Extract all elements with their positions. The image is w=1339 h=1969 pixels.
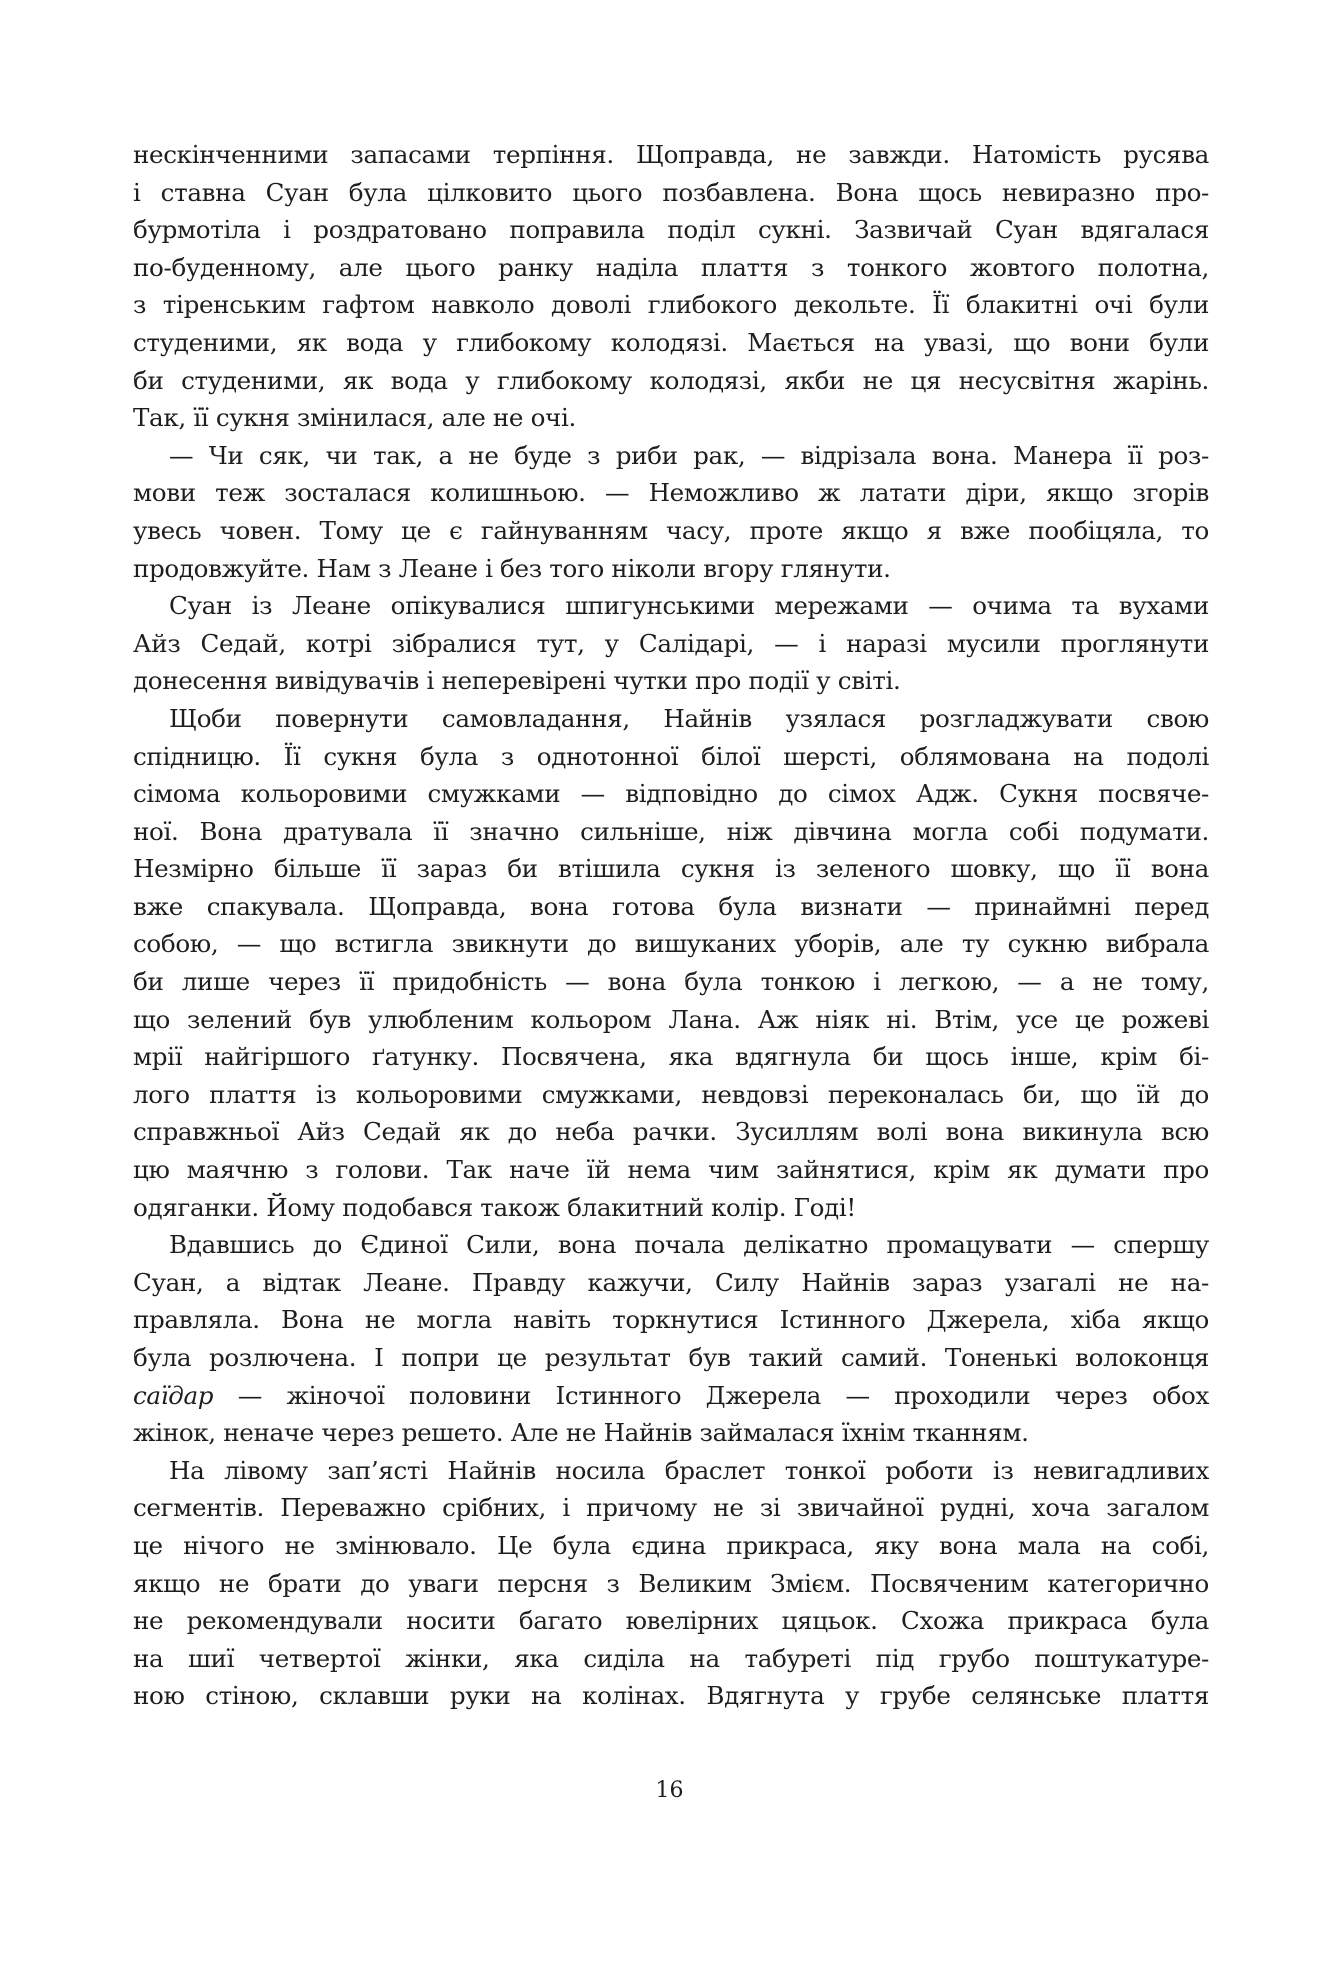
text-line: по-буденному, але цього ранку наділа плаття з тонкого жовтого полотна, — [133, 252, 1209, 282]
text-line: одяганки. Йому подобався також блакитний колір. Годі! — [133, 1192, 856, 1222]
text-line: лого плаття із кольоровими смужками, невдовзі переконалась би, що їй до — [133, 1079, 1209, 1109]
page-number: 16 — [655, 1778, 684, 1803]
paragraph — [133, 700, 1209, 1226]
text-line: якщо не брати до уваги персня з Великим Змієм. Посвяченим категорично — [133, 1568, 1209, 1598]
text-line: сегментів. Переважно срібних, і причому не зі звичайної рудні, хоча загалом — [133, 1493, 1209, 1523]
paragraph — [133, 587, 1209, 700]
paragraph — [133, 1226, 1209, 1452]
text-line: на шиї четвертої жінки, яка сиділа на табуреті під грубо поштукатуре- — [133, 1643, 1209, 1673]
text-line: сімома кольоровими смужками — відповідно до сімох Адж. Сукня посвяче- — [133, 779, 1209, 809]
text-line: Айз Седай, котрі зібралися тут, у Салідарі, — і наразі мусили проглянути — [133, 628, 1209, 658]
text-line: жінок, неначе через решето. Але не Найнів займалася їхнім тканням. — [133, 1418, 1029, 1448]
paragraph — [133, 437, 1209, 587]
text-line: Вдавшись до Єдиної Сили, вона почала делікатно промацувати — спершу — [169, 1230, 1209, 1260]
text-line: вже спакувала. Щоправда, вона готова була визнати — принаймні перед — [133, 891, 1209, 921]
text-line: увесь човен. Тому це є гайнуванням часу, проте якщо я вже пообіцяла, то — [133, 515, 1209, 545]
text-line: Щоби повернути самовладання, Найнів узялася розгладжувати свою — [169, 703, 1209, 733]
text-line: Суан, а відтак Леане. Правду кажучи, Силу Найнів зараз узагалі не на- — [133, 1267, 1209, 1297]
text-line: нескінченними запасами терпіння. Щоправда, не завжди. Натомість русява — [133, 140, 1209, 169]
italic-term: саїдар — [133, 1380, 214, 1410]
text-line: студеними, як вода у глибокому колодязі. Мається на увазі, що вони були — [133, 327, 1209, 357]
page-body — [133, 136, 1209, 1715]
text-line: була розлючена. І попри це результат був такий самий. Тоненькі волоконця — [133, 1343, 1209, 1372]
text-line: — Чи сяк, чи так, а не буде з риби рак, — відрізала вона. Манера її роз- — [169, 440, 1209, 470]
text-line: продовжуйте. Нам з Леане і без того ніколи вгору глянути. — [133, 553, 891, 583]
text-line: правляла. Вона не могла навіть торкнутися Істинного Джерела, хіба якщо — [133, 1305, 1209, 1335]
text-line: донесення вивідувачів і неперевірені чутки про події у світі. — [133, 666, 901, 696]
text-line: що зелений був улюбленим кольором Лана. Аж ніяк ні. Втім, усе це рожеві — [133, 1004, 1209, 1034]
text-line: би лише через її придобність — вона була тонкою і легкою, — а не тому, — [133, 967, 1209, 997]
text-line: мови теж зосталася колишньою. — Неможливо ж латати діри, якщо згорів — [133, 478, 1209, 508]
text-line: Так, її сукня змінилася, але не очі. — [133, 403, 576, 433]
text-line: На лівому зап’ясті Найнів носила браслет тонкої роботи із невигадливих — [169, 1455, 1209, 1485]
text-line: ною стіною, склавши руки на колінах. Вдягнута у грубе селянське плаття — [133, 1681, 1209, 1711]
text-line: не рекомендували носити багато ювелірних цяцьок. Схожа прикраса була — [133, 1606, 1209, 1636]
text-line: Суан із Леане опікувалися шпигунськими мережами — очима та вухами — [169, 591, 1209, 621]
text-line: би студеними, як вода у глибокому колодязі, якби не ця несусвітня жарінь. — [133, 365, 1209, 395]
text-line: і ставна Суан була цілковито цього позбавлена. Вона щось невиразно про- — [133, 177, 1209, 207]
text-line: справжньої Айз Седай як до неба рачки. Зусиллям волі вона викинула всю — [133, 1117, 1209, 1147]
text-line: мрії найгіршого ґатунку. Посвячена, яка вдягнула би щось інше, крім бі- — [133, 1042, 1209, 1072]
paragraph — [133, 136, 1209, 437]
text-line: спідницю. Її сукня була з однотонної білої шерсті, облямована на подолі — [133, 741, 1209, 771]
paragraph — [133, 1452, 1209, 1715]
text-line: саїдар — жіночої половини Істинного Джерела — проходили через обох — [133, 1380, 1209, 1410]
text-line: це нічого не змінювало. Це була єдина прикраса, яку вона мала на собі, — [133, 1530, 1209, 1560]
text-line: цю маячню з голови. Так наче їй нема чим зайнятися, крім як думати про — [133, 1155, 1209, 1185]
text-line: собою, — що встигла звикнути до вишуканих уборів, але ту сукню вибрала — [133, 929, 1209, 959]
text-line: бурмотіла і роздратовано поправила поділ сукні. Зазвичай Суан вдягалася — [133, 215, 1209, 245]
text-line: Незмірно більше її зараз би втішила сукня із зеленого шовку, що її вона — [133, 854, 1209, 884]
text-line: з тіренським гафтом навколо доволі глибокого декольте. Її блакитні очі були — [133, 290, 1209, 320]
text-line: ної. Вона дратувала її значно сильніше, ніж дівчина могла собі подумати. — [133, 816, 1209, 846]
